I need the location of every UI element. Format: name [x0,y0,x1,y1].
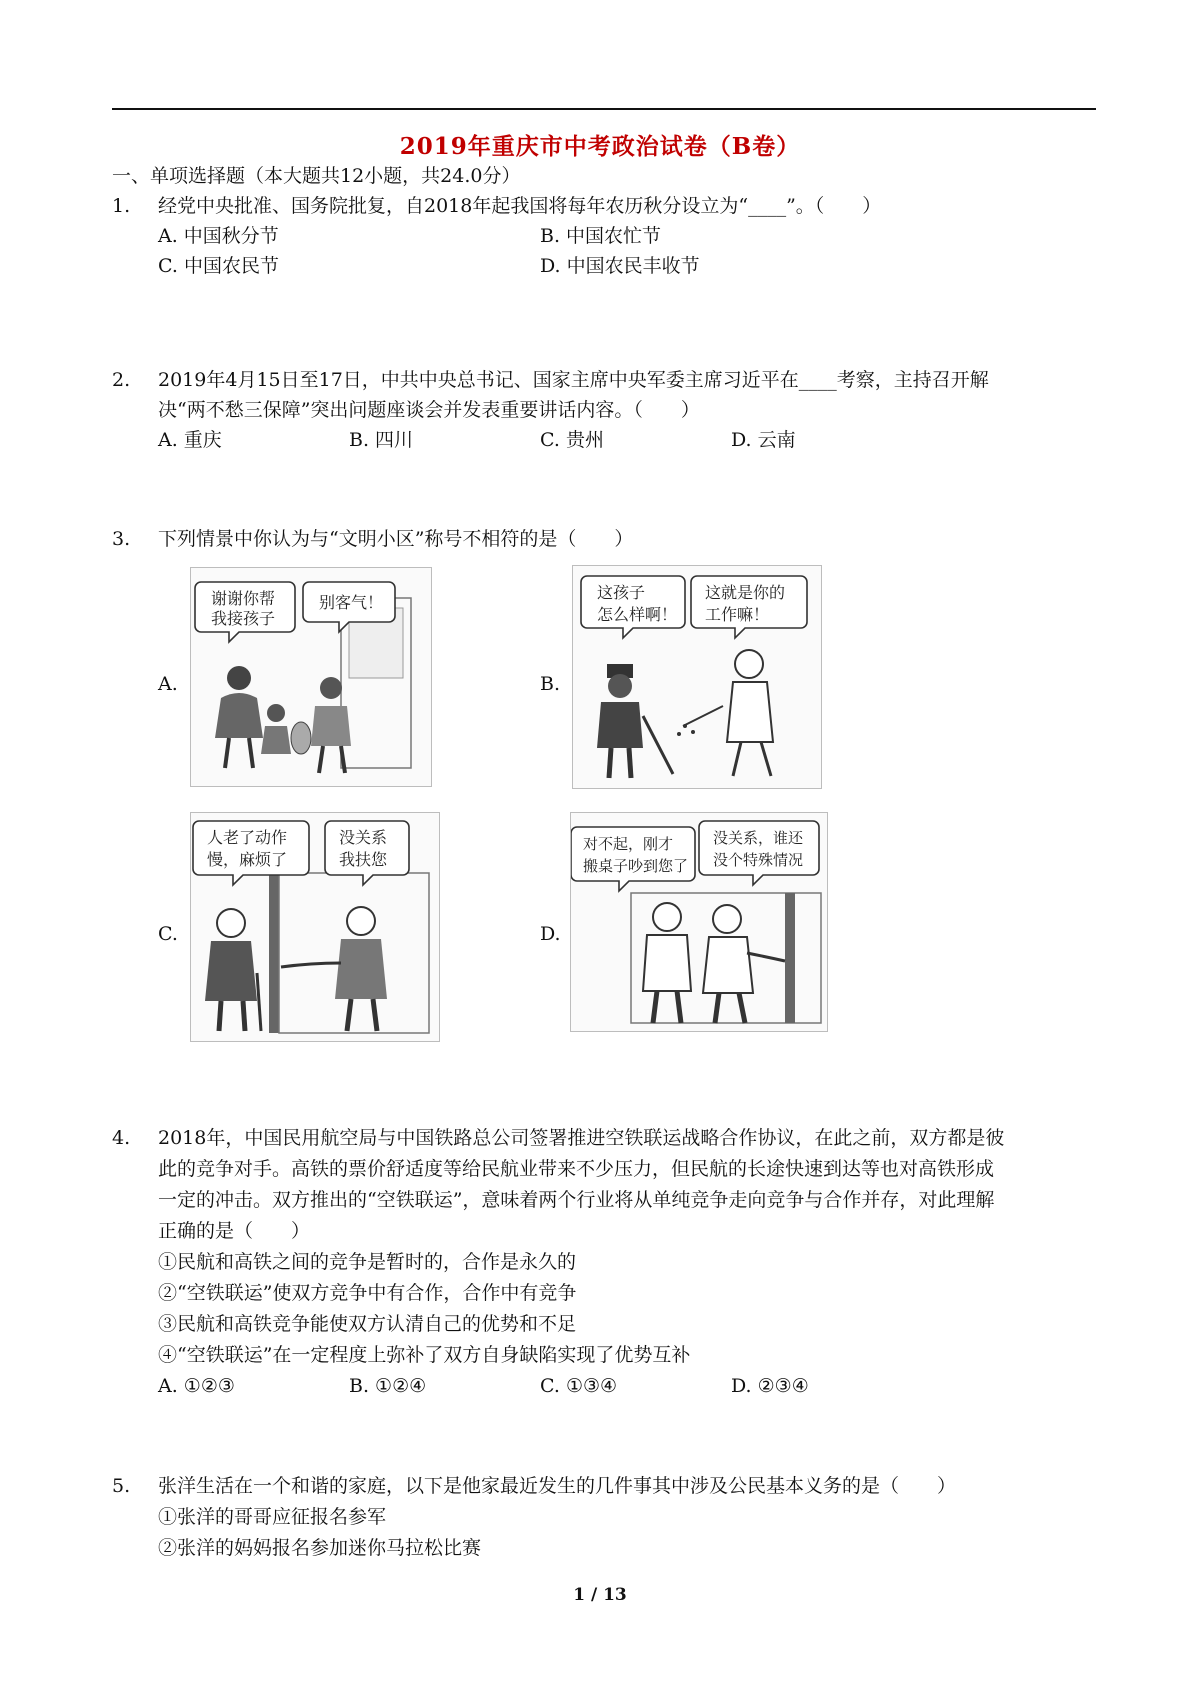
question-1-option-c: C. 中国农民节 [158,255,279,277]
question-2-line-2: 决“两不愁三保障”突出问题座谈会并发表重要讲话内容。（ ） [158,399,700,421]
question-1-option-a: A. 中国秋分节 [158,225,279,247]
cartoon-d-bubble-2-line-1: 没关系，谁还 [713,829,804,847]
question-3-text: 下列情景中你认为与“文明小区”称号不相符的是（ ） [158,528,634,550]
page-number: 1 / 13 [573,1585,627,1605]
question-3-label-d: D. [540,923,561,945]
question-2-line-1: 2019年4月15日至17日，中共中央总书记、国家主席中央军委主席习近平在____考察，主持召开解 [158,369,989,391]
question-4-statement-1: ①民航和高铁之间的竞争是暂时的，合作是永久的 [158,1251,577,1273]
question-4-line-2: 此的竞争对手。高铁的票价舒适度等给民航业带来不少压力，但民航的长途快速到达等也对高铁形成 [158,1158,995,1180]
cartoon-b-bubble-2-line-2: 工作嘛！ [705,605,770,624]
question-3-cartoon-c [190,812,440,1042]
question-1-option-b: B. 中国农忙节 [540,225,662,247]
question-1-option-d: D. 中国农民丰收节 [540,255,700,277]
question-3-number: 3. [112,528,131,550]
question-5-text: 张洋生活在一个和谐的家庭，以下是他家最近发生的几件事其中涉及公民基本义务的是（ ） [158,1475,957,1497]
cartoon-d-bubble-1-line-2: 搬桌子吵到您了 [583,857,689,875]
question-4-statement-2: ②“空铁联运”使双方竞争中有合作，合作中有竞争 [158,1282,577,1304]
cartoon-a-bubble-1-line-2: 我接孩子 [211,609,276,628]
cartoon-a-bubble-2: 别客气！ [319,593,384,612]
question-1-text: 经党中央批准、国务院批复，自2018年起我国将每年农历秋分设立为“____”。（ ） [158,195,882,217]
question-4-statement-4: ④“空铁联运”在一定程度上弥补了双方自身缺陷实现了优势互补 [158,1344,691,1366]
cartoon-c-bubble-1-line-1: 人老了动作 [207,828,288,847]
cartoon-c-drawing [191,813,439,1041]
question-2-option-c: C. 贵州 [540,429,604,451]
section-heading: 一、单项选择题（本大题共12小题，共24.0分） [112,165,521,187]
cartoon-a-drawing [191,568,431,786]
question-3-cartoon-b [572,565,822,789]
cartoon-b-bubble-2-line-1: 这就是你的 [705,583,786,602]
cartoon-b-drawing [573,566,821,788]
question-5-number: 5. [112,1475,131,1497]
question-2-option-a: A. 重庆 [158,429,222,451]
question-2-number: 2. [112,369,131,391]
question-4-option-b: B. ①②④ [349,1375,427,1397]
question-1-number: 1. [112,195,131,217]
cartoon-d-bubble-2-line-2: 没个特殊情况 [713,851,804,869]
question-3-cartoon-d [570,812,828,1032]
cartoon-d-drawing [571,813,827,1031]
question-3-label-c: C. [158,923,178,945]
question-4-option-a: A. ①②③ [158,1375,235,1397]
header-rule [112,108,1096,110]
cartoon-c-bubble-2-line-2: 我扶您 [339,850,388,869]
question-4-number: 4. [112,1127,131,1149]
question-5-statement-2: ②张洋的妈妈报名参加迷你马拉松比赛 [158,1537,482,1559]
question-3-label-a: A. [158,673,178,695]
question-4-line-1: 2018年，中国民用航空局与中国铁路总公司签署推进空铁联运战略合作协议，在此之前，双方都是彼 [158,1127,1005,1149]
exam-title: 2019年重庆市中考政治试卷（B卷） [399,133,801,160]
cartoon-c-bubble-2-line-1: 没关系 [339,828,388,847]
question-2-option-b: B. 四川 [349,429,414,451]
question-3-cartoon-a [190,567,432,787]
question-4-line-3: 一定的冲击。双方推出的“空铁联运”，意味着两个行业将从单纯竞争走向竞争与合作并存，对此理解 [158,1189,995,1211]
question-4-option-d: D. ②③④ [731,1375,809,1397]
question-4-statement-3: ③民航和高铁竞争能使双方认清自己的优势和不足 [158,1313,577,1335]
cartoon-d-bubble-1-line-1: 对不起，刚才 [583,835,674,853]
cartoon-c-bubble-1-line-2: 慢，麻烦了 [207,850,288,869]
question-5-statement-1: ①张洋的哥哥应征报名参军 [158,1506,387,1528]
question-4-option-c: C. ①③④ [540,1375,618,1397]
cartoon-b-bubble-1-line-2: 怎么样啊！ [597,605,678,624]
cartoon-b-bubble-1-line-1: 这孩子 [597,583,646,602]
question-3-label-b: B. [540,673,561,695]
question-4-line-4: 正确的是（ ） [158,1220,311,1242]
cartoon-a-bubble-1-line-1: 谢谢你帮 [211,589,276,608]
question-2-option-d: D. 云南 [731,429,796,451]
